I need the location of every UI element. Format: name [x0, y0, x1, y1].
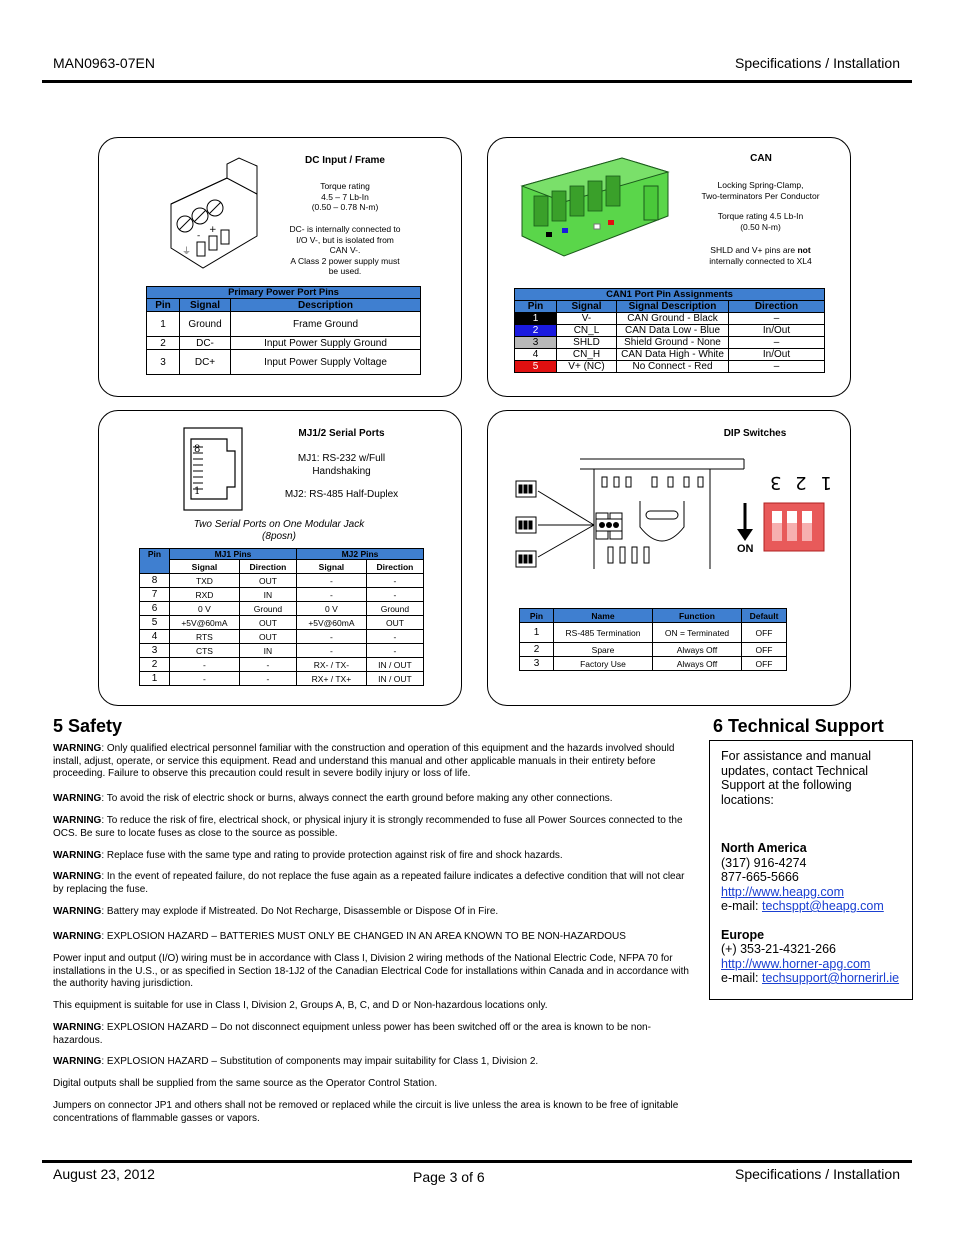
can-pin-table: CAN1 Port Pin Assignments Pin Signal Signal Description Direction 1 V- CAN Ground - Black – 2 CN_L CAN Data Low - Blue In/Out 3 SHLD Shield Ground - None – 4 CN_H CAN Data High - White In/Out 5 V+ (NC) No Connect - Red – — [514, 288, 825, 373]
dip-panel-title: DIP Switches — [723, 428, 787, 439]
mj2-description: MJ2: RS-485 Half-Duplex — [284, 489, 399, 500]
dip-switch-illustration — [512, 451, 832, 576]
safety-paragraph: Power input and output (I/O) wiring must be in accordance with Class I, Division 2 wiring methods of the National Electric Code, NFPA 70 for installations in the U.S., or as specified in Section 18-1J2 of the Canadian Electrical Code for installations within Canada and in accordance with the authority having jurisdiction. — [53, 953, 689, 989]
dc-connector-illustration — [165, 156, 265, 274]
support-box — [709, 740, 913, 1000]
safety-paragraph: WARNING: Only qualified electrical personnel familiar with the construction and operation of this equipment and the hazards involved should install, adjust, operate, or service this equipment. Read and understand this manual and other applicable manuals in their entirety before proceeding. Failure to observe this precaution could result in severe bodily injury or loss of life. — [53, 743, 675, 779]
na-title: North America — [721, 841, 807, 855]
dc-torque-text: Torque rating 4.5 – 7 Lb-In (0.50 – 0.78 N-m) — [311, 181, 379, 212]
safety-paragraph: WARNING: Battery may explode if Mistreated. Do Not Recharge, Disassemble or Dispose Of in Fire. — [53, 906, 499, 917]
table-row: 1 Ground Frame Ground — [147, 312, 421, 337]
dc-input-panel — [98, 137, 462, 397]
table-row: 2 CN_L CAN Data Low - Blue In/Out — [515, 325, 825, 337]
mj-caption: Two Serial Ports on One Modular Jack (8posn) — [193, 519, 365, 542]
eu-email-label: e-mail: — [721, 971, 762, 985]
table-row: 6 0 V Ground 0 V Ground — [140, 602, 424, 616]
svg-text:⏚: ⏚ — [182, 247, 192, 257]
na-phone-1: (317) 916-4274 — [721, 855, 807, 870]
dip-switch-table: Pin Name Function Default 1 RS-485 Termination ON = Terminated OFF 2 Spare Always Off OFF 3 Factory Use Always Off OFF — [519, 608, 787, 671]
can-torque-text: Torque rating 4.5 Lb-In (0.50 N-m) — [717, 211, 804, 232]
header-rule — [42, 80, 912, 83]
table-title: CAN1 Port Pin Assignments — [515, 289, 825, 301]
table-row: 3 Factory Use Always Off OFF — [520, 657, 787, 671]
safety-paragraph: WARNING: To reduce the risk of fire, electrical shock, or physical injury it is strongly recommended to fuse all Power Sources connected to the OCS. Be sure to locate fuses as close to the source as possible. — [53, 815, 683, 839]
eu-email-link[interactable]: techsupport@hornerirl.ie — [761, 971, 900, 985]
support-intro: For assistance and manual updates, contact Technical Support at the following locations: — [721, 749, 872, 807]
table-row: 2 DC- Input Power Supply Ground — [147, 337, 421, 350]
mj-pin-table: Pin MJ1 Pins MJ2 Pins Signal Direction Signal Direction 8 TXD OUT - - 7 RXD IN - - 6 0 V Ground 0 V Ground 5 +5V@60mA OUT +5V@60mA OUT 4 RTS OUT - - 3 CTS IN - - 2 - - RX- / TX- IN / OUT 1 - - RX+ / TX+ IN / OUT — [139, 548, 424, 686]
table-row: 1 RS-485 Termination ON = Terminated OFF — [520, 623, 787, 643]
na-email-link[interactable]: techsppt@heapg.com — [761, 899, 884, 913]
table-title: Primary Power Port Pins — [147, 287, 421, 299]
svg-text:+: + — [209, 225, 217, 235]
na-phone-2: 877-665-5666 — [721, 870, 799, 884]
safety-paragraph: WARNING: EXPLOSION HAZARD – Substitution of components may impair suitability for Class 1, Division 2. — [53, 1056, 539, 1067]
safety-paragraph: Jumpers on connector JP1 and others shall not be removed or replaced while the circuit is live unless the area is known to be free of ignitable concentrations of flammable gasses or vapors. — [53, 1100, 679, 1124]
table-row: 7 RXD IN - - — [140, 588, 424, 602]
dip-switch-panel — [487, 410, 851, 706]
support-heading: 6 Technical Support — [713, 716, 884, 736]
eu-website-link[interactable]: http://www.horner-apg.com — [721, 956, 871, 971]
footer-section: Specifications / Installation — [735, 1166, 900, 1182]
mj-serial-panel — [98, 410, 462, 706]
table-row: 8 TXD OUT - - — [140, 574, 424, 588]
jack-pin-1-label: 1 — [194, 486, 201, 497]
can-panel — [487, 137, 851, 397]
dc-note-text: DC- is internally connected to I/O V-, but is isolated from CAN V-. A Class 2 power supply must be used. — [289, 224, 401, 276]
eu-phone: (+) 353-21-4321-266 — [721, 942, 837, 956]
safety-paragraph: WARNING: EXPLOSION HAZARD – Do not disconnect equipment unless power has been switched off or the area is known to be non-hazardous. — [53, 1022, 651, 1046]
dc-panel-title: DC Input / Frame — [304, 155, 385, 166]
footer-date: August 23, 2012 — [53, 1166, 155, 1182]
doc-number: MAN0963-07EN — [53, 55, 155, 71]
modular-jack-illustration — [183, 427, 243, 511]
safety-paragraph: Digital outputs shall be supplied from the same source as the Operator Control Station. — [53, 1078, 438, 1089]
safety-paragraph: WARNING: Replace fuse with the same type and rating to provide protection against risk of fire and shock hazards. — [53, 850, 563, 861]
table-row: 3 CTS IN - - — [140, 644, 424, 658]
table-row: 5 +5V@60mA OUT +5V@60mA OUT — [140, 616, 424, 630]
dip-switch-numbers: 1 2 3 — [766, 472, 832, 493]
primary-power-table: Primary Power Port Pins Pin Signal Description 1 Ground Frame Ground 2 DC- Input Power Supply Ground 3 DC+ Input Power Supply Voltage — [146, 286, 421, 375]
table-row: 1 V- CAN Ground - Black – — [515, 313, 825, 325]
svg-text:-: - — [197, 231, 201, 241]
mj-panel-title: MJ1/2 Serial Ports — [298, 428, 385, 439]
na-email-label: e-mail: — [721, 899, 762, 913]
safety-paragraph: WARNING: EXPLOSION HAZARD – BATTERIES MUST ONLY BE CHANGED IN AN AREA KNOWN TO BE NON-HAZARDOUS — [53, 931, 626, 942]
can-connector-illustration — [518, 156, 678, 266]
jack-pin-8-label: 8 — [194, 444, 201, 455]
mj1-description: MJ1: RS-232 w/Full Handshaking — [297, 453, 386, 477]
safety-paragraph: WARNING: To avoid the risk of electric shock or burns, always connect the earth ground before making any other connections. — [53, 793, 613, 804]
can-panel-title: CAN — [750, 153, 772, 164]
page-number: Page 3 of 6 — [413, 1169, 485, 1185]
footer-rule — [42, 1160, 912, 1163]
safety-paragraph: This equipment is suitable for use in Class I, Division 2, Groups A, B, C, and D or Non-hazardous locations only. — [53, 1000, 548, 1011]
table-row: 2 Spare Always Off OFF — [520, 643, 787, 657]
safety-paragraph: WARNING: In the event of repeated failure, do not replace the fuse again as a repeated failure indicates a defective condition that will not clear by replacing the fuse. — [53, 871, 685, 895]
table-row: 2 - - RX- / TX- IN / OUT — [140, 658, 424, 672]
can-spring-clamp-text: Locking Spring-Clamp, Two-terminators Per Conductor — [701, 180, 820, 201]
table-row: 4 CN_H CAN Data High - White In/Out — [515, 349, 825, 361]
table-row: 3 SHLD Shield Ground - None – — [515, 337, 825, 349]
table-row: 1 - - RX+ / TX+ IN / OUT — [140, 672, 424, 686]
safety-heading: 5 Safety — [53, 716, 123, 736]
header-section: Specifications / Installation — [735, 55, 900, 71]
table-row: 5 V+ (NC) No Connect - Red – — [515, 361, 825, 373]
dip-on-label: ON — [737, 543, 754, 555]
na-website-link[interactable]: http://www.heapg.com — [721, 884, 844, 899]
can-shld-note: SHLD and V+ pins are not internally connected to XL4 — [709, 245, 812, 266]
table-row: 3 DC+ Input Power Supply Voltage — [147, 350, 421, 375]
table-row: 4 RTS OUT - - — [140, 630, 424, 644]
eu-title: Europe — [721, 927, 765, 942]
